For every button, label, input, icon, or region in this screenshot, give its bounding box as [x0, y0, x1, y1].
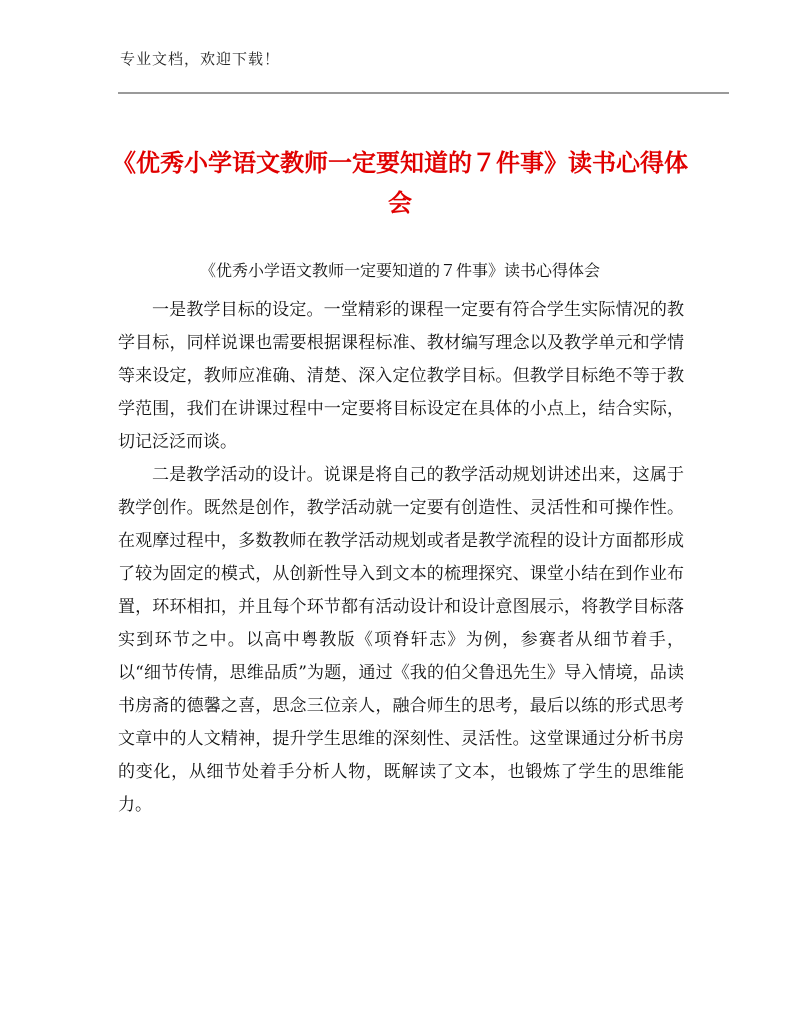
- paragraph-1: 一是教学目标的设定。一堂精彩的课程一定要有符合学生实际情况的教学目标，同样说课也需要根据课程标准、教材编写理念以及教学单元和学情等来设定，教师应准确、清楚、深入定位教学目标。但教学目标绝不等于教学范围，我们在讲课过程中一定要将目标设定在具体的小点上，结合实际，切记泛泛而谈。: [118, 300, 684, 452]
- document-title: 《优秀小学语文教师一定要知道的７件事》读书心得体会: [112, 149, 688, 217]
- document-body: [118, 294, 684, 822]
- header-note: 专业文档，欢迎下载！: [120, 50, 281, 68]
- document-subtitle: 《优秀小学语文教师一定要知道的７件事》读书心得体会: [199, 261, 600, 280]
- paragraph-2: 二是教学活动的设计。说课是将自己的教学活动规划讲述出来，这属于教学创作。既然是创作，教学活动就一定要有创造性、灵活性和可操作性。在观摩过程中，多数教师在教学活动规划或者是教学流程的设计方面都形成了较为固定的模式，从创新性导入到文本的梳理探究、课堂小结在到作业布置，环环相扣，并且每个环节都有活动设计和设计意图展示，将教学目标落实到环节之中。以高中粤教版《项脊轩志》为例，参赛者从细节着手，以“细节传情，思维品质”为题，通过《我的伯父鲁迅先生》导入情境，品读书房斋的德馨之喜，思念三位亲人，融合师生的思考，最后以练的形式思考文章中的人文精神，提升学生思维的深刻性、灵活性。这堂课通过分析书房的变化，从细节处着手分析人物，既解读了文本，也锻炼了学生的思维能力。: [118, 465, 684, 815]
- header-divider: [118, 92, 729, 94]
